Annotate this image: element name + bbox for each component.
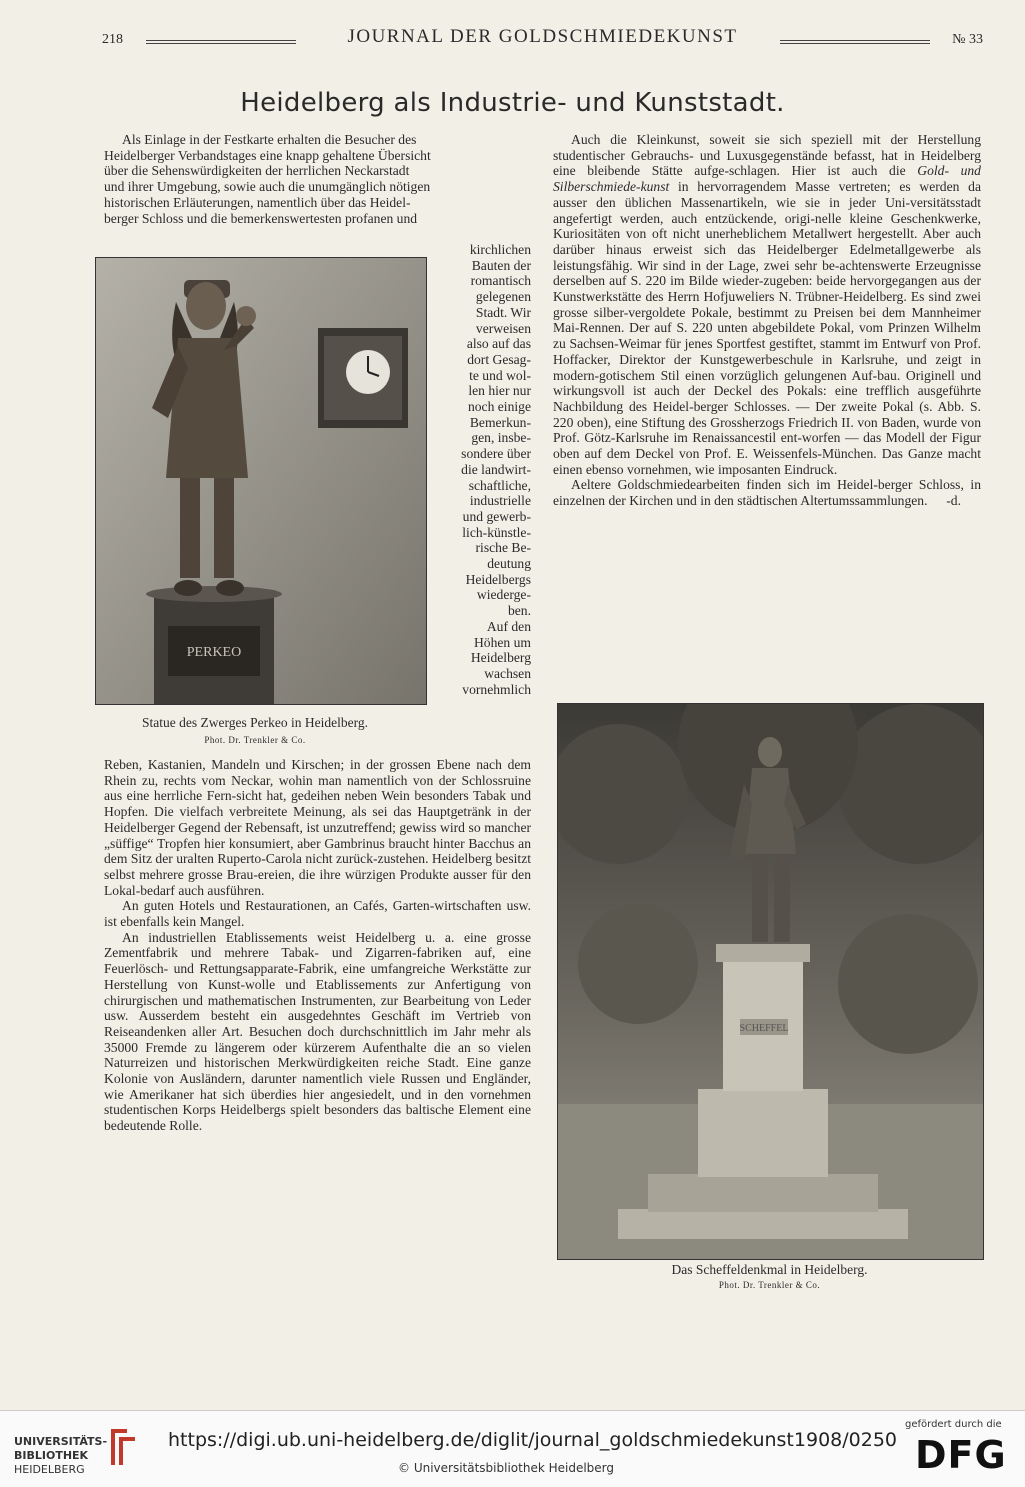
text-run: Auch die Kleinkunst, soweit sie sich speziell mit der Herstellung studentischer Gebrauchs- und Luxusgegenstände befasst, hat in Heidelberg eine bleibende Stätte aufge-schlagen. Hier ist auch die [553,132,981,179]
text-line: len hier nur [468,383,531,399]
text-line: Bemerkun- [469,414,531,430]
text-line: ben. [507,603,531,619]
text-line: gen, insbe- [471,430,531,446]
paragraph: Reben, Kastanien, Mandeln und Kirschen; in der grossen Ebene nach dem Rhein zu, rechts vom Neckar, wohin man namentlich von der Schlossruine aus eine herrliche Fern-sicht hat, gedeihen neben Wein besonders Tabak und Hopfen. Die vielfach verbreitete Meinung, als sei das Hauptgetränk in der Heidelberger Gegend der Rebensaft, ist unzutreffend; gewiss wird so mancher „süffige“ Tropfen hier konsumiert, aber Gambrinus braucht hinter Bacchus an dem Sitz der uralten Ruperto-Carola nicht zurück-zustehen. Heidelberg besitzt selbst mehrere grosse Brau-ereien, die ihre würzigen Produkte ausser für den Lokal-bedarf auch ausführen. [104,757,531,898]
text-line: romantisch [470,273,531,289]
text-line: wiederge- [476,587,531,603]
perkeo-caption: Statue des Zwerges Perkeo in Heidelberg. [142,715,368,730]
perkeo-statue-photo [95,257,427,705]
perkeo-photo-credit: Phot. Dr. Trenkler & Co. [204,735,306,745]
text-line: Höhen um [473,634,531,650]
text-line: berger Schloss und die bemerkenswertesten profanen und [104,210,418,226]
text-line: und gewerb- [462,508,531,524]
text-line: und ihrer Umgebung, sowie auch die unumgänglich nötigen [104,179,431,195]
text-line: lich-künstle- [462,524,531,540]
text-line: die landwirt- [461,461,531,477]
paragraph [553,477,981,508]
article-title: Heidelberg als Industrie- und Kunststadt. [240,88,785,118]
copyright-notice: © Universitätsbibliothek Heidelberg [398,1461,615,1475]
library-line: BIBLIOTHEK [14,1449,89,1462]
text-line: Stadt. Wir [475,304,531,320]
text-line: Als Einlage in der Festkarte erhalten die Besucher des [122,132,417,147]
paragraph [553,132,981,477]
emphasis-text: Gold- und Silberschmiede-kunst [553,163,981,195]
perkeo-statue-image [96,258,426,704]
permalink-url[interactable]: https://digi.ub.uni-heidelberg.de/diglit/journal_goldschmiedekunst1908/0250 [168,1429,897,1451]
text-line: also auf das [466,336,531,352]
page-number: 218 [102,32,123,47]
text-line: deutung [487,556,531,572]
digitization-footer [0,1410,1025,1487]
text-line: Heidelbergs [465,571,531,587]
text-run: Aeltere Goldschmiedearbeiten finden sich im Heidel-berger Schloss, in einzelnen der Kirchen und in den städtischen Altertumssammlungen. [553,477,981,509]
library-line: HEIDELBERG [14,1463,85,1476]
left-narrow-column [430,242,531,697]
right-column-body [553,132,981,509]
scheffel-monument-image [558,704,983,1259]
author-signature: -d. [946,493,961,509]
pedestal-plate: PERKEO [186,645,242,660]
left-column-body [104,757,531,1134]
scheffel-monument-photo [557,703,984,1260]
text-run: in hervorragendem Masse vertreten; es werden da ausser den üblichen Massenartikeln, wie sie in jeder Uni-versitätsstadt angefertigt werden, auch entzückende, origi-nelle kleine Geschenkwerke, Kuriositäten von oft nicht unerheblichem Metallwert hergestellt. Aber auch darüber hinaus erweist sich das Heidelberger Edelmetallgewerbe als leistungsfähig. Wir sind in der Lage, zwei sehr be-achtenswerte Erzeugnisse derselben auf S. 220 im Bilde wieder-zugeben: beide hervorgegangen aus der Kunstwerkstätte des Herrn Hofjuweliers N. Trübner-Heidelberg. Es sind zwei grosse silber-vergoldete Pokale, bestimmt zu Preisen bei dem Mannheimer Mai-Rennen. Der auf S. 220 unten abgebildete Pokal, vom Prinzen Wilhelm zu Sachsen-Weimar für jenes Sportfest gestiftet, stammt im Entwurf von Prof. Hoffacker, Direktor der Kunstgewerbeschule in Karlsruhe, und zeigt in modern-gotischem Stil einen vorzüglich gelungenen Auf-bau. Originell und wirkungsvoll ist auch der Deckel des Pokals: eine trefflich ausgeführte Nachbildung des Heidel-berger Schlosses. — Der zweite Pokal (s. Abb. S. 220 oben), eine Stiftung des Grossherzogs Friedrich II. von Baden, wurde von Prof. Götz-Karlsruhe im Renaissancestil ent-worfen — das Modell der Figur oben auf dem Deckel von Prof. E. Weissenfels-München. Das Ganze macht einen ebenso vornehmen, wie imposanten Eindruck. [553,179,981,477]
text-line: noch einige [467,399,531,415]
funding-note: gefördert durch die [905,1419,1002,1430]
issue-number: № 33 [952,32,983,47]
scheffel-photo-credit: Phot. Dr. Trenkler & Co. [718,1280,821,1290]
text-line: dort Gesag- [467,351,531,367]
text-line: kirchlichen [469,242,531,257]
text-line: Heidelberg [470,650,531,666]
text-line: historischen Erläuterungen, namentlich über das Heidel- [104,194,411,210]
text-line: industrielle [469,493,531,509]
left-column-intro [104,132,531,226]
text-line: schaftliche, [468,477,531,493]
monument-plate: SCHEFFEL [739,1023,789,1034]
text-line: vornehmlich [462,681,531,697]
text-line: rische Be- [475,540,531,556]
text-line: über die Sehenswürdigkeiten der herrlichen Neckarstadt [104,163,410,179]
text-line: gelegenen [475,289,531,305]
text-line: Bauten der [471,257,531,273]
ornament-rule-right [780,40,930,44]
text-line: verweisen [475,320,531,336]
running-head [100,26,985,62]
paragraph: An industriellen Etablissements weist Heidelberg u. a. eine grosse Zementfabrik und mehrere Tabak- und Zigarren-fabriken auf, eine Feuerlösch- und Rettungsapparate-Fabrik, eine umfangreiche Werkstätte zur Herstellung von Kunst-wolle und Etablissements zur Anfertigung von chirurgischen und mathematischen Instrumenten, zur Bearbeitung von Leder usw. Ausserdem besteht ein ausgedehntes Geschäft im Vertrieb von Reiseandenken aller Art. Besuchen doch durchschnittlich im Jahr mehr als 35000 Fremde zu längerem oder kürzerem Aufenthalte die an so vielen Naturreizen und historischen Merkwürdigkeiten reiche Stadt. Eine ganze Kolonie von Ausländern, darunter namentlich viele Russen und Engländer, wie Amerikaner hat sich überdies hier angesiedelt, und in den vornehmen studentischen Korps Heidelbergs spielt besonders das baltische Element eine bedeutende Rolle. [104,929,531,1134]
journal-title: JOURNAL DER GOLDSCHMIEDEKUNST [347,26,738,47]
text-line: wachsen [484,665,531,681]
library-name [14,1435,107,1477]
library-line: UNIVERSITÄTS- [14,1435,108,1448]
text-line: Heidelberger Verbandstages eine knapp gehaltene Übersicht [104,147,431,163]
text-line: sondere über [461,446,531,462]
dfg-logo: DFG [915,1433,1007,1477]
text-line: te und wol- [469,367,531,383]
paragraph: An guten Hotels und Restaurationen, an Cafés, Garten-wirtschaften usw. ist ebenfalls kein Mangel. [104,898,531,930]
scheffel-caption: Das Scheffeldenkmal in Heidelberg. [671,1262,868,1277]
text-line: Auf den [486,618,531,634]
library-logo-icon [107,1425,139,1469]
